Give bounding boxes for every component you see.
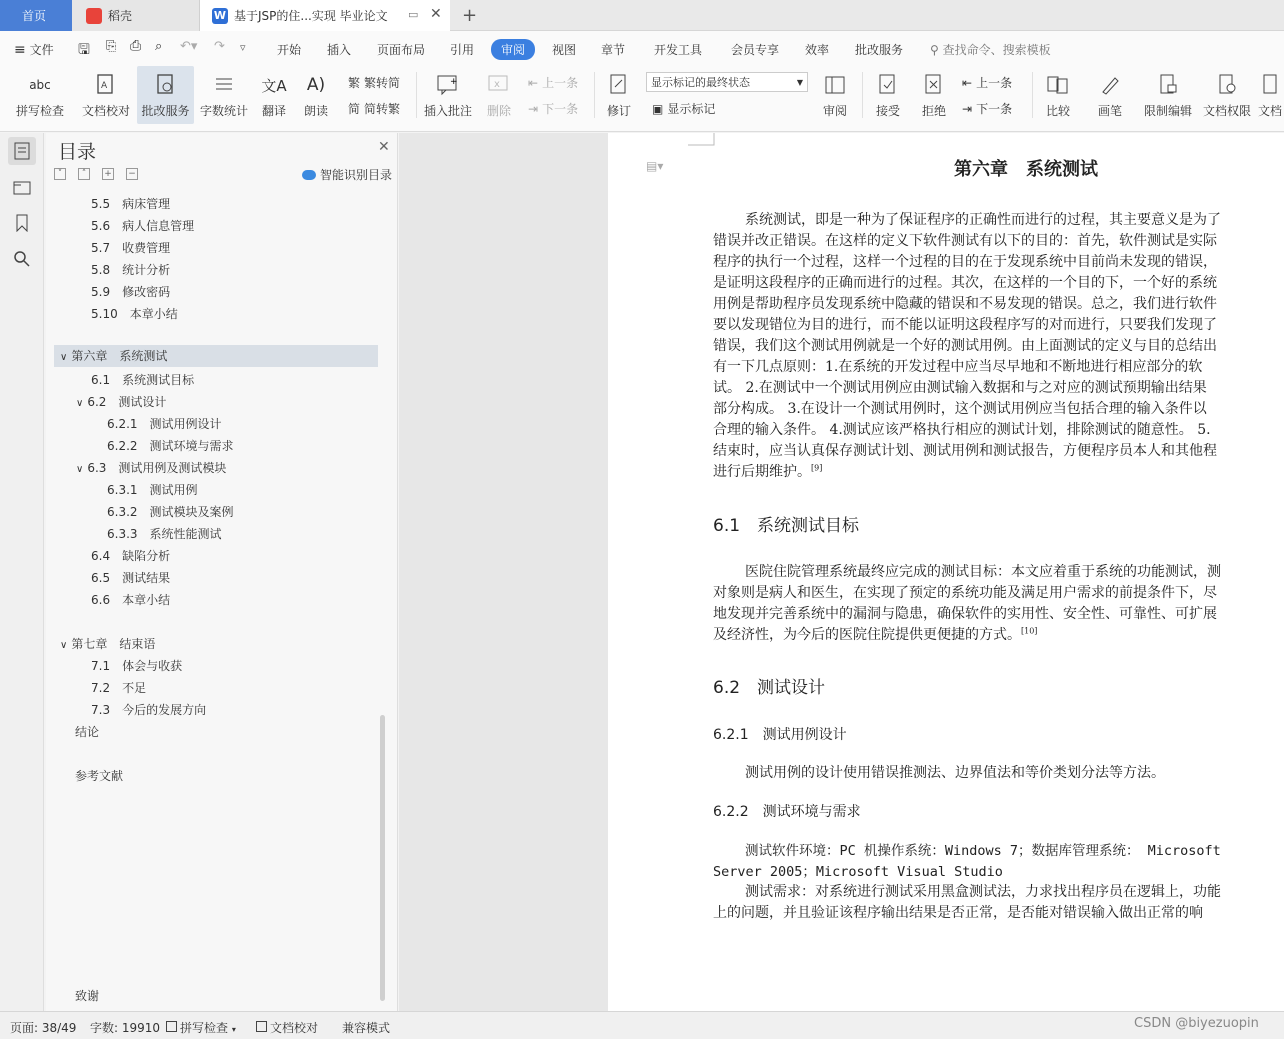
toc-item-label: 6.3 测试用例及测试模块 (87, 461, 227, 475)
chapter-title: 第六章 系统测试 (954, 159, 1098, 180)
toc-item[interactable]: 6.5 测试结果 (91, 571, 171, 585)
next-comment-icon: ⇥ (528, 101, 539, 116)
menu-devtools[interactable]: 开发工具 (654, 43, 703, 57)
checkbox-icon (166, 1021, 177, 1032)
window-mode-icon[interactable]: ▭ (408, 8, 419, 21)
reject-icon (921, 72, 947, 98)
svg-text:x: x (494, 79, 500, 90)
body-line: 错误，我们这个测试用例就是一个好的测试用例。由上面测试的定义与目的总结出 (713, 338, 1217, 354)
toc-item[interactable]: 6.2.1 测试用例设计 (107, 417, 222, 431)
menu-bar (0, 31, 1284, 66)
page-indicator[interactable]: 页面: 38/49 (10, 1021, 77, 1035)
toolbar-divider (862, 72, 863, 118)
tab-bar (0, 0, 1284, 31)
toolbar-divider (1032, 72, 1033, 118)
accept-icon (875, 72, 901, 98)
read-aloud-icon: A) (306, 75, 326, 95)
spell-check-status[interactable] (166, 1019, 236, 1036)
toc-item[interactable]: 5.8 统计分析 (91, 263, 171, 277)
delete-comment-button[interactable] (480, 66, 518, 124)
chevron-down-icon: ▼ (796, 77, 803, 87)
status-bar (0, 1011, 1284, 1039)
insert-comment-icon (435, 72, 461, 98)
body-line: 是证明这段程序的正确而进行的过程。其次，在这样的一个目的下，一个好的系统 (713, 275, 1217, 291)
toc-item[interactable]: 7.2 不足 (91, 681, 147, 695)
body-line: 上的问题，并且验证该程序输出结果是否正常，是否能对错误输入做出正常的响 (713, 905, 1203, 921)
doc-permission-label: 文档权限 (1202, 104, 1251, 118)
markup-state-value: 显示标记的最终状态 (651, 76, 750, 89)
toc-panel-icon[interactable] (8, 137, 36, 165)
compare-icon (1045, 72, 1071, 98)
svg-text:A: A (101, 81, 108, 91)
doc-more-icon (1258, 72, 1284, 98)
page-corner-mark (688, 133, 716, 147)
toc-item[interactable]: 5.10 本章小结 (91, 307, 178, 321)
menu-review[interactable]: 审阅 (491, 39, 535, 60)
spell-check-status-label: 拼写检查 (180, 1021, 229, 1035)
menu-view[interactable]: 视图 (552, 43, 577, 57)
tab-document[interactable] (200, 0, 450, 31)
toc-item[interactable]: 参考文献 (75, 769, 124, 783)
chevron-down-icon: ∨ (60, 352, 68, 363)
prev-comment-button[interactable] (528, 74, 578, 91)
tab-home-label: 首页 (22, 9, 47, 23)
body-line-text: 进行后期维护。 (713, 464, 811, 480)
toc-item[interactable]: 6.3.1 测试用例 (107, 483, 198, 497)
next-change-label: 下一条 (976, 102, 1013, 116)
prev-change-label: 上一条 (976, 76, 1013, 90)
review-pane-button[interactable] (816, 66, 854, 124)
translate-button[interactable] (256, 66, 292, 124)
smart-toc-button[interactable] (302, 166, 392, 183)
spell-check-label: 拼写检查 (15, 104, 64, 118)
body-line: 用例是帮助程序员发现系统中隐藏的错误和不易发现的错误。总之，我们进行软件 (713, 296, 1217, 312)
word-count-indicator[interactable]: 字数: 19910 (90, 1021, 161, 1035)
toc-item-label: 6.2 测试设计 (87, 395, 167, 409)
toc-item[interactable]: 7.3 今后的发展方向 (91, 703, 207, 717)
next-comment-button[interactable] (528, 100, 578, 117)
toc-item[interactable] (60, 635, 155, 652)
toc-scrollbar[interactable] (380, 715, 385, 1001)
chevron-down-icon: ∨ (76, 464, 84, 475)
body-line: 地发现并完善系统中的漏洞与隐患，确保软件的实用性、安全性、可靠性、可扩展 (713, 606, 1217, 622)
accept-label: 接受 (875, 104, 900, 118)
toc-item[interactable]: 6.3.2 测试模块及案例 (107, 505, 234, 519)
translate-label: 翻译 (261, 104, 286, 118)
menu-start[interactable]: 开始 (277, 43, 302, 57)
proofread-label: 文档校对 (81, 104, 130, 118)
restrict-edit-button[interactable] (1140, 66, 1196, 124)
review-pane-label: 审阅 (822, 104, 847, 118)
body-line: 测试用例的设计使用错误推测法、边界值法和等价类划分法等方法。 (745, 765, 1165, 781)
simp-trad-icon: 简 (348, 102, 361, 116)
body-line: 结束时，应当认真保存测试计划、测试用例和测试报告，方便程序员本人和其他程 (713, 443, 1217, 459)
toc-title: 目录 (58, 141, 97, 163)
delete-comment-icon (486, 72, 512, 98)
word-count-button[interactable] (198, 66, 250, 124)
doc-permission-button[interactable] (1200, 66, 1254, 124)
menu-efficiency[interactable]: 效率 (805, 43, 830, 57)
document-page (608, 133, 1284, 1011)
toc-item-selected[interactable] (54, 345, 378, 367)
review-pane-icon (822, 72, 848, 98)
compat-mode-indicator: 兼容模式 (342, 1021, 391, 1035)
simp-to-trad-button[interactable] (348, 100, 400, 117)
subsection-heading: 6.2.1 测试用例设计 (713, 727, 847, 743)
next-change-button[interactable] (962, 100, 1012, 117)
menu-insert[interactable]: 插入 (327, 43, 352, 57)
toc-item[interactable]: 6.4 缺陷分析 (91, 549, 171, 563)
new-tab-icon[interactable]: + (462, 5, 478, 26)
bookmark-icon[interactable] (8, 209, 36, 237)
accept-button[interactable] (868, 66, 908, 124)
search-icon[interactable] (8, 245, 36, 273)
compare-label: 比较 (1045, 104, 1070, 118)
correction-service-button[interactable] (137, 66, 194, 124)
correction-service-icon (153, 72, 179, 98)
pen-icon (1097, 72, 1123, 98)
preview-icon[interactable]: ⌕ (155, 39, 163, 54)
show-markup-label: 显示标记 (667, 102, 716, 116)
toc-item[interactable]: 6.3.3 系统性能测试 (107, 527, 222, 541)
citation: [9] (811, 463, 823, 473)
doc-more-button[interactable] (1258, 66, 1284, 124)
close-icon[interactable]: ✕ (378, 139, 390, 155)
insert-comment-label: 插入批注 (423, 104, 472, 118)
watermark-text: CSDN @biyezuopin (1134, 1016, 1259, 1031)
navigation-strip (0, 133, 44, 1011)
menu-layout[interactable]: 页面布局 (377, 43, 426, 57)
hamburger-icon: ≡ (14, 42, 26, 58)
file-menu[interactable] (14, 41, 54, 58)
toc-item[interactable]: 5.9 修改密码 (91, 285, 171, 299)
body-line: 对象则是病人和医生，在实现了预定的系统功能及满足用户需求的前提条件下，尽 (713, 585, 1217, 601)
body-line: Server 2005；Microsoft Visual Studio (713, 864, 1003, 880)
insert-comment-button[interactable] (422, 66, 474, 124)
proofread-button[interactable] (78, 66, 134, 124)
compare-button[interactable] (1038, 66, 1078, 124)
read-aloud-label: 朗读 (303, 104, 328, 118)
spell-check-button[interactable] (8, 66, 72, 124)
prev-change-button[interactable] (962, 74, 1012, 91)
body-line: 系统测试，即是一种为了保证程序的正确性而进行的过程，其主要意义是为了 (745, 212, 1221, 228)
writer-doc-icon: W (213, 8, 227, 22)
lock-icon (1155, 72, 1181, 98)
prev-comment-label: 上一条 (542, 76, 579, 90)
chapter-nav-icon[interactable] (8, 173, 36, 201)
toolbar-divider (594, 72, 595, 118)
correction-service-label: 批改服务 (141, 104, 190, 118)
doc-more-label: 文档 (1258, 104, 1283, 118)
simp-to-trad-label: 简转繁 (364, 102, 401, 116)
proofread-icon (93, 72, 119, 98)
smart-toc-icon (302, 170, 316, 180)
pen-label: 画笔 (1097, 104, 1122, 118)
toc-item[interactable]: 6.2.2 测试环境与需求 (107, 439, 234, 453)
export-icon[interactable]: ⎘ (106, 39, 117, 54)
delete-comment-label: 删除 (486, 104, 511, 118)
tab-home[interactable] (0, 0, 72, 31)
chevron-down-icon: ∨ (76, 398, 84, 409)
toc-item[interactable]: 5.7 收费管理 (91, 241, 171, 255)
toc-panel (46, 133, 398, 1011)
body-line: 程序的执行一个过程，这样一个过程的目的在于发现系统中目前尚未发现的错误， (713, 254, 1217, 270)
markup-state-select[interactable] (646, 72, 808, 92)
trad-simp-icon: 繁 (348, 76, 361, 90)
add-heading-icon[interactable]: + (102, 168, 114, 180)
print-icon[interactable]: ⎙ (130, 38, 142, 54)
body-line: 试。 2.在测试中一个测试用例应由测试输入数据和与之对应的测试预期输出结果 (713, 380, 1207, 396)
word-count-icon (211, 72, 237, 98)
close-tab-icon[interactable]: ✕ (430, 6, 442, 22)
read-aloud-button[interactable] (300, 66, 332, 124)
show-markup-icon: ▣ (652, 101, 664, 116)
reject-button[interactable] (914, 66, 954, 124)
paragraph-options-icon[interactable]: ▤▾ (646, 159, 664, 173)
trad-to-simp-button[interactable] (348, 74, 400, 91)
restrict-edit-label: 限制编辑 (1143, 104, 1192, 118)
prev-comment-icon: ⇤ (528, 75, 539, 90)
quick-access-more-icon[interactable]: ▿ (240, 41, 246, 54)
translate-icon: 文A (261, 76, 287, 95)
expand-up-icon[interactable]: ˄ (78, 168, 90, 180)
body-line: 医院住院管理系统最终应完成的测试目标：本文应着重于系统的功能测试，测 (745, 564, 1221, 580)
section-heading: 6.2 测试设计 (713, 678, 826, 698)
proofread-status-icon (256, 1021, 267, 1032)
pen-button[interactable] (1092, 66, 1128, 124)
tab-daoke[interactable] (72, 0, 200, 31)
toc-item[interactable]: 致谢 (75, 989, 100, 1003)
menu-correction[interactable]: 批改服务 (855, 43, 904, 57)
toc-item-label: 第六章 系统测试 (71, 349, 168, 363)
citation: [10] (1021, 626, 1038, 636)
subsection-heading: 6.2.2 测试环境与需求 (713, 804, 861, 820)
chevron-down-icon: ∨ (60, 640, 68, 651)
prev-change-icon: ⇤ (962, 75, 973, 90)
proofread-status-label: 文档校对 (270, 1021, 319, 1035)
toc-item[interactable]: 7.1 体会与收获 (91, 659, 183, 673)
body-line (713, 624, 1037, 644)
body-line: 要以发现错位为目的进行，而不能以证明这段程序写的对而进行，只要我们发现了 (713, 317, 1217, 333)
body-line: 合理的输入条件。 4.测试应该严格执行相应的测试计划，排除测试的随意性。 5. (713, 422, 1211, 438)
undo-icon[interactable]: ↶▾ (180, 39, 198, 54)
menu-chapter[interactable]: 章节 (601, 43, 626, 57)
toc-item[interactable]: 5.5 病床管理 (91, 197, 171, 211)
smart-toc-label: 智能识别目录 (320, 168, 393, 182)
svg-text:+: + (450, 77, 458, 87)
body-line: 部分构成。 3.在设计一个测试用例时，这个测试用例应当包括合理的输入条件以 (713, 401, 1207, 417)
command-search-placeholder: 查找命令、搜索模板 (942, 43, 1051, 57)
track-changes-button[interactable] (600, 66, 638, 124)
remove-heading-icon[interactable]: − (126, 168, 138, 180)
toc-item-label: 第七章 结束语 (71, 637, 156, 651)
word-count-label: 字数统计 (199, 104, 248, 118)
chevron-down-icon: ▾ (231, 1025, 236, 1034)
next-comment-label: 下一条 (542, 102, 579, 116)
trad-to-simp-label: 繁转简 (364, 76, 401, 90)
toc-item[interactable]: 6.1 系统测试目标 (91, 373, 195, 387)
daoke-logo-icon (86, 8, 102, 24)
next-change-icon: ⇥ (962, 101, 973, 116)
show-markup-button[interactable] (652, 100, 715, 117)
file-menu-label: 文件 (29, 43, 54, 57)
menu-reference[interactable]: 引用 (450, 43, 475, 57)
toc-item[interactable] (76, 459, 226, 476)
menu-member[interactable]: 会员专享 (731, 43, 780, 57)
track-changes-icon (606, 72, 632, 98)
review-ribbon (0, 66, 1284, 132)
tab-daoke-label: 稻壳 (108, 9, 133, 23)
collapse-all-icon[interactable]: ˅ (54, 168, 66, 180)
section-heading: 6.1 系统测试目标 (713, 516, 860, 536)
body-line-text: 及经济性，为今后的医院住院提供更便捷的方式。 (713, 627, 1021, 643)
tab-document-label: 基于JSP的住...实现 毕业论文 (234, 9, 388, 23)
body-line: 测试需求：对系统进行测试采用黑盒测试法，力求找出程序员在逻辑上，功能 (745, 884, 1221, 900)
toc-item[interactable] (76, 393, 166, 410)
spell-check-icon: abc (29, 78, 51, 92)
reject-label: 拒绝 (921, 104, 946, 118)
track-changes-label: 修订 (606, 104, 631, 118)
toolbar-divider (416, 72, 417, 118)
body-line: 有一下几点原则：1.在系统的开发过程中应当尽早地和不断地进行相应部分的软 (713, 359, 1203, 375)
toc-item[interactable]: 结论 (75, 725, 100, 739)
toc-item[interactable]: 5.6 病人信息管理 (91, 219, 195, 233)
body-line: 错误并改正错误。在这样的定义下软件测试有以下的目的：首先，软件测试是实际 (713, 233, 1217, 249)
doc-permission-icon (1214, 72, 1240, 98)
page-background (399, 133, 608, 1011)
save-icon[interactable]: 🖫 (78, 42, 90, 58)
search-icon: ⚲ (930, 43, 939, 57)
toc-item[interactable]: 6.6 本章小结 (91, 593, 171, 607)
redo-icon[interactable]: ↷ (214, 39, 225, 54)
proofread-status[interactable] (256, 1019, 318, 1036)
command-search[interactable] (930, 41, 1051, 58)
body-line: 测试软件环境：PC 机操作系统：Windows 7；数据库管理系统： Microsoft (745, 843, 1221, 859)
body-line (713, 461, 822, 481)
